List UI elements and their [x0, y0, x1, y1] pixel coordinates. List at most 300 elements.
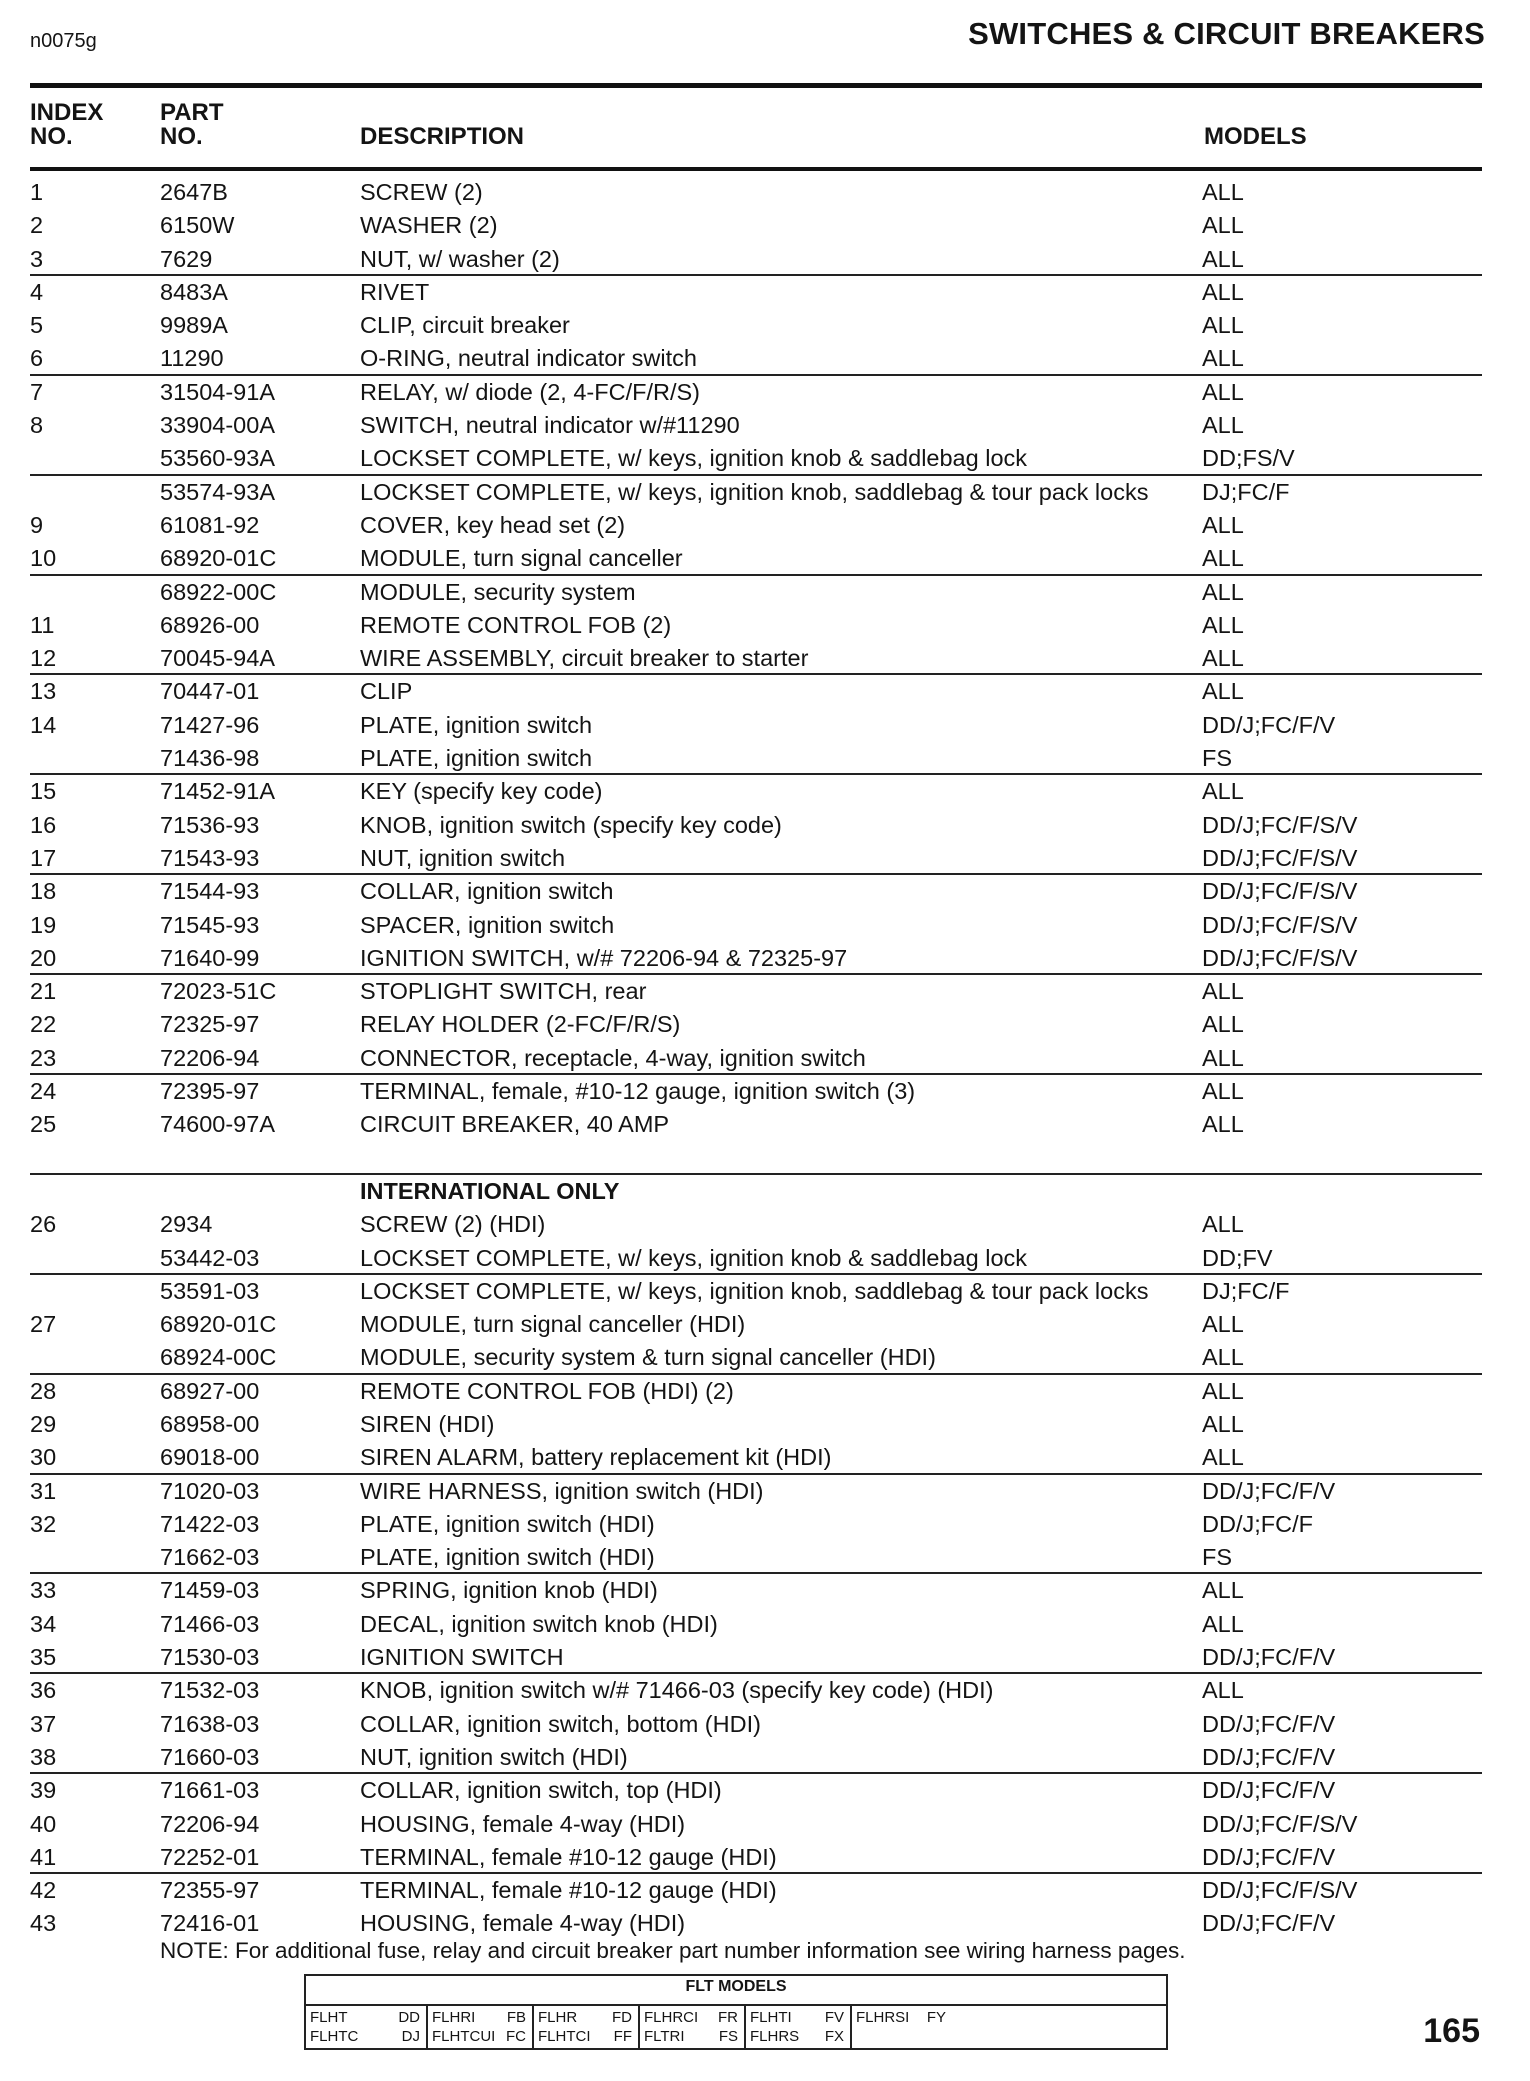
index-cell: 24 [30, 1078, 57, 1105]
table-row [0, 1841, 1530, 1874]
legend-model-code: FV [824, 2009, 844, 2026]
models-cell: ALL [1202, 412, 1244, 439]
models-cell: ALL [1202, 1011, 1244, 1038]
description-cell: O-RING, neutral indicator switch [360, 345, 697, 372]
description-cell: WASHER (2) [360, 212, 498, 239]
legend-model-codes [927, 2008, 946, 2046]
index-cell: 1 [30, 179, 44, 205]
models-cell: ALL [1202, 1410, 1244, 1437]
index-cell: 30 [30, 1444, 57, 1471]
part-number-cell: 68958-00 [160, 1410, 260, 1437]
legend-model-name: FLHTCUI [432, 2028, 496, 2045]
part-number-cell: 71543-93 [160, 844, 260, 871]
part-number-cell: 72395-97 [160, 1078, 260, 1105]
legend-model-names [856, 2008, 909, 2046]
part-number-cell: 74600-97A [160, 1111, 275, 1138]
table-row [0, 1308, 1530, 1341]
description-cell: LOCKSET COMPLETE, w/ keys, ignition knob & saddlebag lock [360, 445, 1028, 472]
legend-group [746, 2006, 852, 2048]
index-cell: 9 [30, 511, 44, 538]
index-cell: 8 [30, 412, 44, 439]
description-cell: REMOTE CONTROL FOB (HDI) (2) [360, 1377, 734, 1404]
description-cell: DECAL, ignition switch knob (HDI) [360, 1610, 718, 1637]
part-number-cell: 68920-01C [160, 545, 277, 572]
legend-model-names [432, 2008, 495, 2046]
table-row [0, 842, 1530, 875]
description-cell: SWITCH, neutral indicator w/#11290 [360, 412, 740, 439]
part-number-cell: 7629 [160, 245, 213, 272]
table-row [0, 909, 1530, 942]
description-cell: INTERNATIONAL ONLY [360, 1177, 620, 1204]
header-models: MODELS [1204, 123, 1307, 150]
legend-model-code: FC [506, 2028, 526, 2045]
models-cell: ALL [1202, 1677, 1244, 1704]
legend-model-codes [506, 2008, 526, 2046]
models-cell: ALL [1202, 1111, 1244, 1138]
part-number-cell: 72416-01 [160, 1910, 260, 1937]
table-row [0, 675, 1530, 708]
description-cell: KEY (specify key code) [360, 778, 603, 805]
description-cell: CLIP [360, 678, 413, 705]
legend-model-code: DJ [401, 2028, 420, 2045]
description-cell: SPRING, ignition knob (HDI) [360, 1577, 658, 1604]
description-cell: SIREN (HDI) [360, 1410, 495, 1437]
models-cell: DJ;FC/F [1202, 478, 1290, 505]
models-cell: DJ;FC/F [1202, 1277, 1290, 1304]
table-row [0, 309, 1530, 342]
description-cell: COLLAR, ignition switch [360, 878, 614, 905]
legend-model-codes [718, 2008, 738, 2046]
table-row [0, 1508, 1530, 1541]
models-cell: DD/J;FC/F/S/V [1202, 811, 1358, 838]
table-row [0, 376, 1530, 409]
description-cell: MODULE, turn signal canceller (HDI) [360, 1311, 746, 1338]
index-cell: 2 [30, 212, 44, 239]
table-row [0, 1874, 1530, 1907]
part-number-cell: 70447-01 [160, 678, 260, 705]
index-cell: 43 [30, 1910, 57, 1937]
description-cell: HOUSING, female 4-way (HDI) [360, 1910, 686, 1937]
index-cell: 33 [30, 1577, 57, 1604]
part-number-cell: 68926-00 [160, 611, 260, 638]
legend-model-name: FLHTCI [538, 2028, 591, 2045]
description-cell: KNOB, ignition switch w/# 71466-03 (specify key code) (HDI) [360, 1677, 994, 1704]
legend-group [640, 2006, 746, 2048]
models-cell: ALL [1202, 578, 1244, 605]
table-row [0, 509, 1530, 542]
legend-model-code: FD [612, 2009, 632, 2026]
table-row [0, 942, 1530, 975]
table-row [0, 609, 1530, 642]
table-row [0, 209, 1530, 242]
part-number-cell: 2934 [160, 1211, 213, 1238]
index-cell: 4 [30, 278, 44, 305]
legend-model-name: FLHRS [750, 2028, 800, 2045]
index-cell: 19 [30, 911, 57, 938]
models-cell: ALL [1202, 1577, 1244, 1604]
table-row [0, 1541, 1530, 1574]
part-number-cell: 71638-03 [160, 1710, 260, 1737]
models-cell: DD/J;FC/F/V [1202, 1710, 1336, 1737]
legend-model-name: FLHRCI [644, 2009, 699, 2026]
models-cell: DD;FS/V [1202, 445, 1295, 472]
part-number-cell: 71436-98 [160, 745, 260, 772]
part-number-cell: 69018-00 [160, 1444, 260, 1471]
table-row [0, 1275, 1530, 1308]
legend-model-name: FLHT [310, 2009, 348, 2026]
models-cell: ALL [1202, 345, 1244, 372]
description-cell: RELAY HOLDER (2-FC/F/R/S) [360, 1011, 681, 1038]
table-row [0, 276, 1530, 309]
table-row [0, 1208, 1530, 1241]
models-cell: ALL [1202, 1377, 1244, 1404]
legend-model-code: FX [824, 2028, 844, 2045]
part-number-cell: 71452-91A [160, 778, 275, 805]
index-cell: 35 [30, 1644, 57, 1671]
header-part-line2: NO. [160, 123, 203, 150]
table-row [0, 1808, 1530, 1841]
description-cell: MODULE, security system [360, 578, 636, 605]
index-cell: 17 [30, 844, 57, 871]
header-part-line1: PART [160, 99, 224, 126]
index-cell: 21 [30, 978, 57, 1005]
table-row [0, 1741, 1530, 1774]
models-cell: FS [1202, 1544, 1233, 1571]
index-cell: 22 [30, 1011, 57, 1038]
description-cell: WIRE ASSEMBLY, circuit breaker to starter [360, 645, 809, 672]
part-number-cell: 71466-03 [160, 1610, 260, 1637]
part-number-cell: 71640-99 [160, 944, 260, 971]
models-cell: ALL [1202, 278, 1244, 305]
part-number-cell: 71020-03 [160, 1477, 260, 1504]
table-row [0, 1242, 1530, 1275]
table-row [0, 542, 1530, 575]
part-number-cell: 68927-00 [160, 1377, 260, 1404]
description-cell: TERMINAL, female #10-12 gauge (HDI) [360, 1843, 777, 1870]
models-cell: ALL [1202, 1444, 1244, 1471]
index-cell: 11 [30, 611, 55, 638]
part-number-cell: 72252-01 [160, 1843, 260, 1870]
index-cell: 31 [30, 1477, 57, 1504]
table-row [0, 1441, 1530, 1474]
legend-model-code: FS [718, 2028, 738, 2045]
models-cell: DD/J;FC/F/S/V [1202, 1877, 1358, 1904]
page-title: SWITCHES & CIRCUIT BREAKERS [968, 16, 1485, 51]
description-cell: KNOB, ignition switch (specify key code) [360, 811, 782, 838]
legend-title: FLT MODELS [685, 1978, 787, 1995]
models-cell: ALL [1202, 611, 1244, 638]
models-cell: DD;FV [1202, 1244, 1273, 1271]
legend-model-name: FLHR [538, 2009, 578, 2026]
models-cell: DD/J;FC/F/S/V [1202, 878, 1358, 905]
description-cell: TERMINAL, female #10-12 gauge (HDI) [360, 1877, 777, 1904]
part-number-cell: 70045-94A [160, 645, 275, 672]
description-cell: PLATE, ignition switch (HDI) [360, 1510, 655, 1537]
table-row [0, 409, 1530, 442]
index-cell: 40 [30, 1810, 57, 1837]
models-cell: FS [1202, 745, 1233, 772]
models-cell: DD/J;FC/F/V [1202, 1910, 1336, 1937]
description-cell: MODULE, security system & turn signal canceller (HDI) [360, 1344, 936, 1371]
legend-model-code: FY [926, 2009, 946, 2026]
index-cell: 27 [30, 1311, 57, 1338]
description-cell: IGNITION SWITCH, w/# 72206-94 & 72325-97 [360, 944, 848, 971]
index-cell: 42 [30, 1877, 57, 1904]
index-cell: 14 [30, 711, 57, 738]
legend-group [534, 2006, 640, 2048]
part-number-cell: 72023-51C [160, 978, 277, 1005]
legend-model-code: FB [506, 2009, 526, 2026]
legend-model-name: FLHRSI [856, 2009, 910, 2026]
index-cell: 39 [30, 1777, 57, 1804]
index-cell: 15 [30, 778, 57, 805]
table-row [0, 1907, 1530, 1940]
part-number-cell: 2647B [160, 179, 228, 205]
table-row [0, 176, 1530, 209]
models-cell: ALL [1202, 645, 1244, 672]
description-cell: CIRCUIT BREAKER, 40 AMP [360, 1111, 670, 1138]
table-row [0, 709, 1530, 742]
index-cell: 12 [30, 645, 57, 672]
description-cell: HOUSING, female 4-way (HDI) [360, 1810, 686, 1837]
part-number-cell: 72206-94 [160, 1044, 260, 1071]
models-cell: DD/J;FC/F/V [1202, 1843, 1336, 1870]
index-cell: 20 [30, 944, 57, 971]
description-cell: NUT, ignition switch (HDI) [360, 1743, 628, 1770]
index-cell: 16 [30, 811, 57, 838]
models-cell: ALL [1202, 1311, 1244, 1338]
legend-model-code [927, 2027, 946, 2046]
part-number-cell: 71427-96 [160, 711, 260, 738]
part-number-cell: 71544-93 [160, 878, 260, 905]
index-cell: 34 [30, 1610, 57, 1637]
description-cell: STOPLIGHT SWITCH, rear [360, 978, 647, 1005]
table-row [0, 1108, 1530, 1141]
models-cell: DD/J;FC/F/S/V [1202, 911, 1358, 938]
description-cell: PLATE, ignition switch [360, 745, 593, 772]
table-row [0, 243, 1530, 276]
part-number-cell: 8483A [160, 278, 228, 305]
legend-model-names [644, 2008, 698, 2046]
table-row [0, 742, 1530, 775]
models-cell: DD/J;FC/F/V [1202, 711, 1336, 738]
description-cell: NUT, ignition switch [360, 844, 566, 871]
legend-model-name: FLHRI [432, 2009, 476, 2026]
table-row [0, 1674, 1530, 1707]
part-number-cell: 68920-01C [160, 1311, 277, 1338]
index-cell: 10 [30, 545, 57, 572]
header-index-line2: NO. [30, 123, 73, 150]
header-rule [30, 167, 1482, 171]
description-cell: COVER, key head set (2) [360, 511, 626, 538]
models-cell: ALL [1202, 312, 1244, 339]
description-cell: WIRE HARNESS, ignition switch (HDI) [360, 1477, 764, 1504]
section-heading-row [0, 1175, 1530, 1208]
table-row [0, 1008, 1530, 1041]
part-number-cell: 72206-94 [160, 1810, 260, 1837]
legend-model-name: FLHTI [750, 2009, 792, 2026]
part-number-cell: 53560-93A [160, 445, 275, 472]
description-cell: LOCKSET COMPLETE, w/ keys, ignition knob, saddlebag & tour pack locks [360, 478, 1149, 505]
part-number-cell: 71422-03 [160, 1510, 260, 1537]
part-number-cell: 9989A [160, 312, 228, 339]
index-cell: 18 [30, 878, 57, 905]
part-number-cell: 71662-03 [160, 1544, 260, 1571]
table-row [0, 1574, 1530, 1607]
legend-model-names [750, 2008, 799, 2046]
models-cell: DD/J;FC/F/V [1202, 1743, 1336, 1770]
index-cell: 29 [30, 1410, 57, 1437]
header-index-line1: INDEX [30, 99, 104, 126]
part-number-cell: 68922-00C [160, 578, 277, 605]
part-number-cell: 53442-03 [160, 1244, 260, 1271]
index-cell: 32 [30, 1510, 57, 1537]
legend-model-codes [398, 2008, 420, 2046]
table-row [0, 342, 1530, 375]
description-cell: LOCKSET COMPLETE, w/ keys, ignition knob & saddlebag lock [360, 1244, 1028, 1271]
models-cell: DD/J;FC/F [1202, 1510, 1313, 1537]
index-cell: 6 [30, 345, 44, 372]
table-row [0, 1142, 1530, 1175]
legend-model-name: FLHTC [310, 2028, 359, 2045]
index-cell: 7 [30, 378, 44, 405]
models-cell: ALL [1202, 511, 1244, 538]
part-number-cell: 31504-91A [160, 378, 275, 405]
table-row [0, 1375, 1530, 1408]
header-description: DESCRIPTION [360, 123, 525, 150]
legend-group [306, 2006, 428, 2048]
part-number-cell: 71545-93 [160, 911, 260, 938]
description-cell: IGNITION SWITCH [360, 1644, 564, 1671]
models-cell: ALL [1202, 1211, 1244, 1238]
index-cell: 23 [30, 1044, 57, 1071]
models-cell: ALL [1202, 778, 1244, 805]
description-cell: PLATE, ignition switch [360, 711, 593, 738]
part-number-cell: 68924-00C [160, 1344, 277, 1371]
model-legend [304, 1974, 1168, 2050]
description-cell: SIREN ALARM, battery replacement kit (HDI) [360, 1444, 832, 1471]
models-cell: ALL [1202, 1610, 1244, 1637]
part-number-cell: 72355-97 [160, 1877, 260, 1904]
description-cell: SCREW (2) (HDI) [360, 1211, 546, 1238]
description-cell: SPACER, ignition switch [360, 911, 615, 938]
table-row [0, 875, 1530, 908]
legend-model-code: FF [613, 2028, 632, 2045]
models-cell: ALL [1202, 678, 1244, 705]
page-code: n0075g [30, 30, 97, 52]
models-cell: ALL [1202, 179, 1244, 205]
table-row [0, 576, 1530, 609]
description-cell: REMOTE CONTROL FOB (2) [360, 611, 672, 638]
models-cell: DD/J;FC/F/S/V [1202, 844, 1358, 871]
models-cell: DD/J;FC/F/V [1202, 1477, 1336, 1504]
table-row [0, 1641, 1530, 1674]
legend-model-codes [612, 2008, 632, 2046]
models-cell: ALL [1202, 212, 1244, 239]
table-row [0, 1774, 1530, 1807]
part-number-cell: 33904-00A [160, 412, 275, 439]
description-cell: COLLAR, ignition switch, top (HDI) [360, 1777, 722, 1804]
note-text: NOTE: For additional fuse, relay and circuit breaker part number information see wiring harness pages. [160, 1938, 1186, 1963]
table-row [0, 1341, 1530, 1374]
index-cell: 41 [30, 1843, 57, 1870]
index-cell: 36 [30, 1677, 57, 1704]
description-cell: CONNECTOR, receptacle, 4-way, ignition switch [360, 1044, 866, 1071]
table-row [0, 809, 1530, 842]
index-cell: 25 [30, 1111, 57, 1138]
part-number-cell: 53591-03 [160, 1277, 260, 1304]
description-cell: NUT, w/ washer (2) [360, 245, 560, 272]
description-cell: SCREW (2) [360, 179, 483, 205]
description-cell: COLLAR, ignition switch, bottom (HDI) [360, 1710, 761, 1737]
models-cell: DD/J;FC/F/S/V [1202, 944, 1358, 971]
table-row [0, 1075, 1530, 1108]
models-cell: ALL [1202, 978, 1244, 1005]
table-row [0, 975, 1530, 1008]
description-cell: TERMINAL, female, #10-12 gauge, ignition switch (3) [360, 1078, 916, 1105]
index-cell: 28 [30, 1377, 57, 1404]
part-number-cell: 71536-93 [160, 811, 260, 838]
models-cell: DD/J;FC/F/S/V [1202, 1810, 1358, 1837]
description-cell: PLATE, ignition switch (HDI) [360, 1544, 655, 1571]
table-row [0, 1042, 1530, 1075]
models-cell: ALL [1202, 545, 1244, 572]
page-number: 165 [1423, 2012, 1480, 2050]
description-cell: LOCKSET COMPLETE, w/ keys, ignition knob, saddlebag & tour pack locks [360, 1277, 1149, 1304]
description-cell: MODULE, turn signal canceller [360, 545, 683, 572]
models-cell: DD/J;FC/F/V [1202, 1644, 1336, 1671]
index-cell: 5 [30, 312, 44, 339]
table-row [0, 442, 1530, 475]
part-number-cell: 11290 [160, 345, 224, 372]
table-row [0, 1408, 1530, 1441]
part-number-cell: 71530-03 [160, 1644, 260, 1671]
legend-model-code: DD [398, 2009, 420, 2026]
part-number-cell: 72325-97 [160, 1011, 260, 1038]
models-cell: ALL [1202, 1044, 1244, 1071]
table-row [0, 1708, 1530, 1741]
description-cell: CLIP, circuit breaker [360, 312, 570, 339]
index-cell: 26 [30, 1211, 57, 1238]
models-cell: ALL [1202, 245, 1244, 272]
legend-group [428, 2006, 534, 2048]
legend-model-names [538, 2008, 591, 2046]
index-cell: 3 [30, 245, 44, 272]
legend-model-names [310, 2008, 358, 2046]
index-cell: 13 [30, 678, 57, 705]
part-number-cell: 71660-03 [160, 1743, 260, 1770]
index-cell: 37 [30, 1710, 57, 1737]
legend-group [852, 2006, 952, 2048]
models-cell: ALL [1202, 1078, 1244, 1105]
table-row [0, 775, 1530, 808]
top-rule [30, 83, 1482, 88]
legend-model-name [856, 2027, 909, 2046]
index-cell: 38 [30, 1743, 57, 1770]
table-row [0, 1475, 1530, 1508]
models-cell: DD/J;FC/F/V [1202, 1777, 1336, 1804]
legend-model-name: FLTRI [644, 2028, 685, 2045]
models-cell: ALL [1202, 1344, 1244, 1371]
table-row [0, 476, 1530, 509]
part-number-cell: 53574-93A [160, 478, 275, 505]
legend-model-code: FR [718, 2009, 738, 2026]
description-cell: RELAY, w/ diode (2, 4-FC/F/R/S) [360, 378, 700, 405]
part-number-cell: 71459-03 [160, 1577, 260, 1604]
parts-table [0, 176, 1530, 1941]
models-cell: ALL [1202, 378, 1244, 405]
part-number-cell: 71661-03 [160, 1777, 260, 1804]
